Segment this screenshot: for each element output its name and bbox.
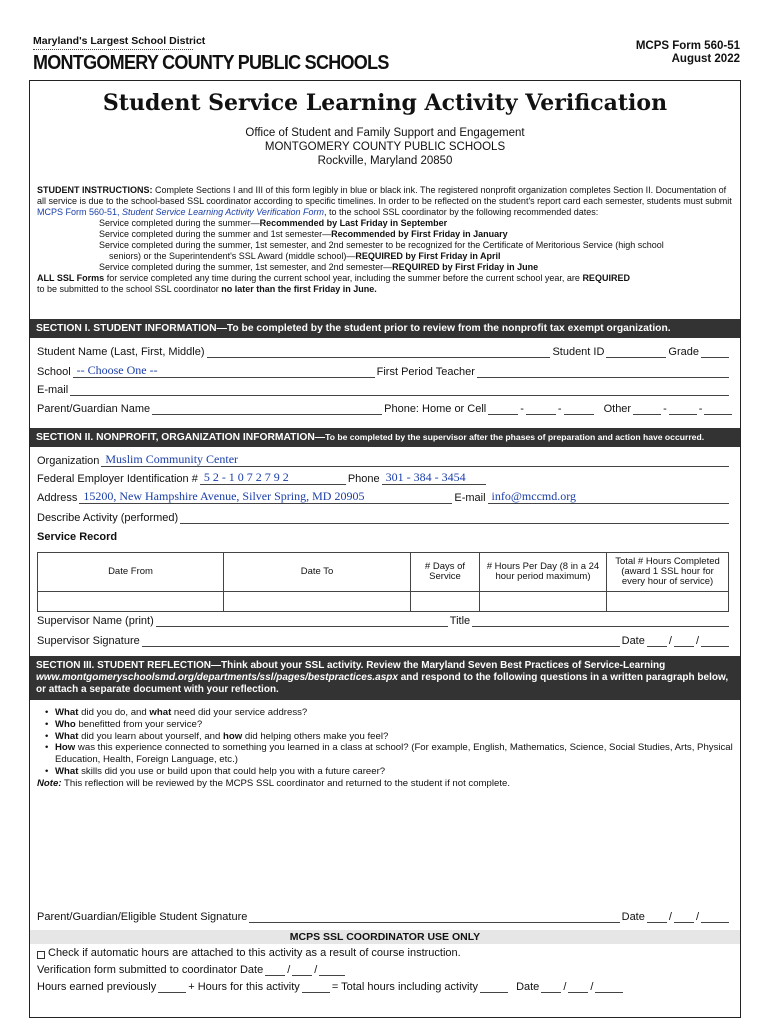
student-id-field[interactable] <box>606 347 666 358</box>
parent-signature-row: Parent/Guardian/Eligible Student Signature Date / / <box>37 911 731 923</box>
student-instructions <box>37 185 737 295</box>
parent-signature-label: Parent/Guardian/Eligible Student Signature <box>37 911 248 923</box>
school-label: School <box>37 366 71 378</box>
hours-per-day-cell[interactable] <box>480 592 607 611</box>
org-email-field[interactable] <box>488 489 729 504</box>
ein-value: 5 2 - 1 0 7 2 7 9 2 <box>203 470 289 484</box>
student-email-field[interactable] <box>70 385 729 396</box>
ein-field[interactable] <box>200 470 346 485</box>
reflection-question: • Who benefitted from your service? <box>37 719 733 731</box>
describe-label: Describe Activity (performed) <box>37 512 179 524</box>
hours-activity-field[interactable] <box>302 982 330 993</box>
ein-label: Federal Employer Identification # <box>37 473 198 485</box>
parent-date-day[interactable] <box>674 912 694 923</box>
student-name-field[interactable] <box>207 347 551 358</box>
supervisor-date-day[interactable] <box>674 636 694 647</box>
supervisor-name-field[interactable] <box>156 616 448 627</box>
org-phone-value: 301 - 384 - 3454 <box>385 470 466 484</box>
all-forms-deadline: no later than the first Friday in June. <box>221 284 377 294</box>
auto-hours-label: Check if automatic hours are attached to this activity as a result of course instruction. <box>48 947 461 959</box>
school-select-value: -- Choose One -- <box>76 363 158 377</box>
reflection-question: • How was this experience connected to something you learned in a class at school? (For example, English, Mathematics, Science, Social Studies, Arts, Physical Education, Health, Foreign Language, etc.) <box>37 742 733 766</box>
submitted-date-year[interactable] <box>319 965 345 976</box>
parent-signature-date-label: Date <box>621 911 645 923</box>
supervisor-name-row <box>37 615 731 627</box>
form-link[interactable]: MCPS Form 560-51, <box>37 207 123 217</box>
reflection-note: Note: This reflection will be reviewed by the MCPS SSL coordinator and returned to the student if not complete. <box>37 777 510 789</box>
other-phone-label: Other <box>603 403 632 415</box>
supervisor-signature-row: Supervisor Signature Date / / <box>37 635 731 647</box>
office-line-1: Office of Student and Family Support and Engagement <box>245 127 525 139</box>
other-area-field[interactable] <box>633 404 661 415</box>
tagline-divider <box>33 49 193 50</box>
parent-date-month[interactable] <box>647 912 667 923</box>
date-to-cell[interactable] <box>224 592 411 611</box>
hours-previous-label: Hours earned previously <box>37 981 157 993</box>
deadline-1-text: Service completed during the summer— <box>99 218 260 228</box>
grade-field[interactable] <box>701 347 729 358</box>
describe-row <box>37 512 731 524</box>
parent-name-label: Parent/Guardian Name <box>37 403 151 415</box>
reflection-text-area[interactable] <box>37 795 731 905</box>
other-line-field[interactable] <box>704 404 732 415</box>
hours-row: Hours earned previously + Hours for this activity = Total hours including activity Date / / <box>37 981 731 993</box>
submitted-row: Verification form submitted to coordinator Date / / <box>37 964 731 976</box>
hours-activity-label: + Hours for this activity <box>188 981 300 993</box>
instructions-text-2: , to the school SSL coordinator by the following recommended dates: <box>323 207 599 217</box>
deadline-2-text: Service completed during the summer and 1st semester— <box>99 229 332 239</box>
form-title-link[interactable]: Student Service Learning Activity Verification Form <box>122 207 324 217</box>
date-from-cell[interactable] <box>38 592 224 611</box>
describe-field[interactable] <box>180 513 729 524</box>
submitted-date-month[interactable] <box>265 965 285 976</box>
supervisor-date-month[interactable] <box>647 636 667 647</box>
section-3-header <box>30 656 740 700</box>
first-period-label: First Period Teacher <box>376 366 475 378</box>
deadline-4-text: Service completed during the summer, 1st semester, and 2nd semester— <box>99 262 393 272</box>
instructions-lead: STUDENT INSTRUCTIONS: <box>37 185 153 195</box>
org-email-value: info@mccmd.org <box>491 489 577 503</box>
deadline-3-date: REQUIRED by First Friday in April <box>355 251 501 261</box>
org-email-label: E-mail <box>454 492 486 504</box>
supervisor-signature-label: Supervisor Signature <box>37 635 140 647</box>
email-row <box>37 384 731 396</box>
district-tagline: Maryland's Largest School District <box>33 35 206 47</box>
hours-total-label: = Total hours including activity <box>331 981 479 993</box>
date-from-header: Date From <box>38 553 224 591</box>
all-forms-text-2: to be submitted to the school SSL coordinator <box>37 284 222 294</box>
total-hours-header: Total # Hours Completed (award 1 SSL hour for every hour of service) <box>615 556 720 587</box>
service-record-heading: Service Record <box>37 531 118 543</box>
section-2-header-note: To be completed by the supervisor after the phases of preparation and action have occurred. <box>325 432 705 442</box>
phone-prefix-field[interactable] <box>526 404 556 415</box>
coordinator-date-day[interactable] <box>568 982 588 993</box>
school-row <box>37 363 731 378</box>
section-3-header-text: SECTION III. STUDENT REFLECTION—Think about your SSL activity. Review the Maryland Seven Best Practices of Service-Learning <box>36 660 666 671</box>
first-period-field[interactable] <box>477 367 729 378</box>
deadline-1-date: Recommended by Last Friday in September <box>259 218 448 228</box>
all-forms-required: REQUIRED <box>582 273 630 283</box>
supervisor-title-field[interactable] <box>472 616 729 627</box>
days-header: # Days of Service <box>411 553 480 591</box>
parent-name-field[interactable] <box>152 404 382 415</box>
section-1-header: SECTION I. STUDENT INFORMATION—To be completed by the student prior to review from the nonprofit tax exempt organization. <box>30 319 740 338</box>
form-number: MCPS Form 560-51 <box>635 40 740 52</box>
organization-row <box>37 452 731 467</box>
phone-label: Phone: Home or Cell <box>384 403 487 415</box>
school-select[interactable] <box>73 363 375 378</box>
coordinator-date-year[interactable] <box>595 982 623 993</box>
reflection-question: • What did you do, and what need did your service address? <box>37 707 733 719</box>
reflection-questions <box>37 707 733 790</box>
date-to-header: Date To <box>224 553 411 591</box>
supervisor-date-year[interactable] <box>701 636 729 647</box>
service-record-table <box>37 552 729 612</box>
hours-per-day-header: # Hours Per Day (8 in a 24 hour period maximum) <box>480 553 607 591</box>
office-block <box>0 126 770 168</box>
phone-line-field[interactable] <box>564 404 594 415</box>
auto-hours-checkbox[interactable] <box>37 951 45 959</box>
organization-value: Muslim Community Center <box>105 452 239 466</box>
reflection-question: • What skills did you use or build upon that could help you with a future career? <box>37 766 733 778</box>
all-forms-lead: ALL SSL Forms <box>37 273 105 283</box>
coordinator-date-label: Date <box>516 981 540 993</box>
all-forms-text: for service completed any time during the current school year, including the summer before the current school year, are <box>104 273 583 283</box>
address-field[interactable] <box>79 489 452 504</box>
deadline-4-date: REQUIRED by First Friday in June <box>392 262 539 272</box>
organization-label: Organization <box>37 455 100 467</box>
grade-label: Grade <box>668 346 699 358</box>
deadline-3-text-cont: seniors) or the Superintendent's SSL Award (middle school)— <box>109 251 356 261</box>
phone-area-field[interactable] <box>488 404 518 415</box>
section-2-header <box>30 428 740 447</box>
deadline-3-text: Service completed during the summer, 1st semester, and 2nd semester to be recognized for the Certificate of Meritorious Service (high school <box>99 240 664 250</box>
total-hours-cell[interactable] <box>607 592 728 611</box>
org-phone-label: Phone <box>347 473 380 485</box>
submitted-date-day[interactable] <box>292 965 312 976</box>
supervisor-date-label: Date <box>621 635 645 647</box>
supervisor-title-label: Title <box>449 615 471 627</box>
district-name: MONTGOMERY COUNTY PUBLIC SCHOOLS <box>33 52 389 74</box>
hours-total-field[interactable] <box>480 982 508 993</box>
parent-date-year[interactable] <box>701 912 729 923</box>
days-cell[interactable] <box>411 592 480 611</box>
address-value: 15200, New Hampshire Avenue, Silver Spring, MD 20905 <box>83 489 365 503</box>
section-3-header-text-2: and respond to the following questions in a written paragraph below, or attach a separate document with your reflection. <box>36 672 729 695</box>
student-email-label: E-mail <box>37 384 69 396</box>
supervisor-name-label: Supervisor Name (print) <box>37 615 154 627</box>
reflection-question: • What did you learn about yourself, and how did helping others make you feel? <box>37 731 733 743</box>
student-name-label: Student Name (Last, First, Middle) <box>37 346 205 358</box>
other-prefix-field[interactable] <box>669 404 697 415</box>
deadline-2-date: Recommended by First Friday in January <box>331 229 508 239</box>
hours-previous-field[interactable] <box>158 982 186 993</box>
page-title: Student Service Learning Activity Verification <box>102 90 668 116</box>
org-phone-field[interactable] <box>382 470 486 485</box>
address-row <box>37 489 731 504</box>
service-record-entry-row <box>38 592 728 611</box>
coordinator-date-month[interactable] <box>541 982 561 993</box>
best-practices-link[interactable]: www.montgomeryschoolsmd.org/departments/ssl/pages/bestpractices.aspx <box>36 672 398 683</box>
supervisor-signature-field[interactable] <box>142 636 620 647</box>
form-date: August 2022 <box>671 53 740 65</box>
coordinator-header: MCPS SSL COORDINATOR USE ONLY <box>30 930 740 944</box>
section-2-header-title: SECTION II. NONPROFIT, ORGANIZATION INFORMATION— <box>36 432 326 443</box>
instructions-text-1: Complete Sections I and III of this form legibly in blue or black ink. The registered nonprofit organization completes Section II. Documentation of all service is due to the school-based SSL coordinator according to specific timelines. In order to be reflected on the student's report card each semester, students must submit <box>37 185 732 206</box>
auto-hours-row <box>37 947 731 959</box>
organization-field[interactable] <box>101 452 729 467</box>
submitted-label: Verification form submitted to coordinator Date <box>37 964 264 976</box>
form-id <box>636 40 740 66</box>
parent-row: Parent/Guardian Name Phone: Home or Cell - - Other - - <box>37 403 731 415</box>
address-label: Address <box>37 492 78 504</box>
student-name-row <box>37 346 731 358</box>
office-line-2: MONTGOMERY COUNTY PUBLIC SCHOOLS <box>264 141 506 153</box>
parent-signature-field[interactable] <box>249 912 619 923</box>
ein-row <box>37 470 731 485</box>
office-line-3: Rockville, Maryland 20850 <box>317 155 453 167</box>
service-record-header-row <box>38 553 728 592</box>
student-id-label: Student ID <box>552 346 605 358</box>
